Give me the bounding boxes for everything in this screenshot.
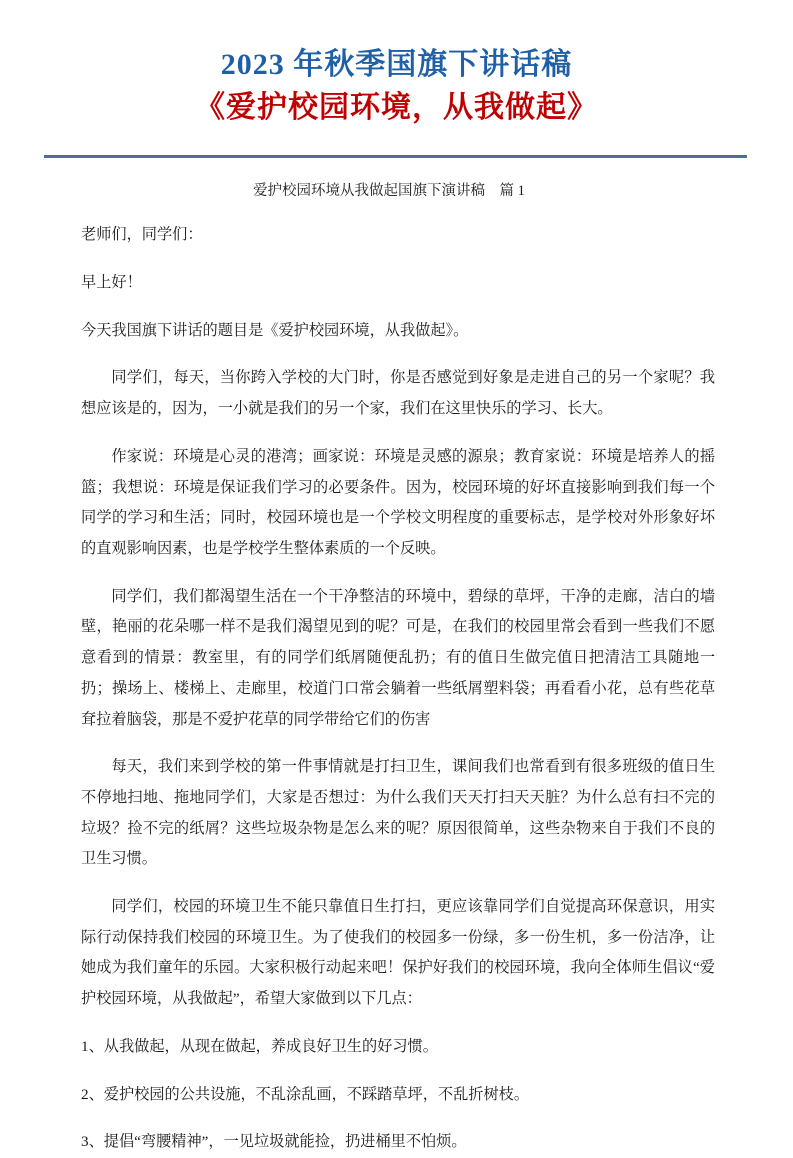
- horizontal-rule: [44, 155, 747, 158]
- list-item: 2、爱护校园的公共设施，不乱涂乱画，不踩踏草坪，不乱折树枝。: [81, 1085, 530, 1103]
- paragraph-greeting: 早上好！: [81, 274, 142, 292]
- document-title-block: [0, 0, 793, 129]
- page-title-line-2: 《爱护校园环境，从我做起》: [195, 90, 598, 124]
- list-item: 1、从我做起，从现在做起，养成良好卫生的好习惯。: [81, 1037, 438, 1055]
- list-item: 3、提倡“弯腰精神”，一见垃圾就能捡，扔进桶里不怕烦。: [81, 1133, 467, 1151]
- page-title-line-1: 2023 年秋季国旗下讲话稿: [220, 48, 573, 81]
- paragraph-call-to-action: 同学们，校园的环境卫生不能只靠值日生打扫，更应该靠同学们自觉提高环保意识，用实际行动保持我们校园的环境卫生。为了使我们的校园多一份绿，多一份生机，多一份洁净，让她成为我们童年的乐园。大家积极行动起来吧！保护好我们的校园环境，我向全体师生倡议“爱护校园环境，从我做起”，希望大家做到以下几点：: [81, 898, 715, 1008]
- document-subtitle: 爱护校园环境从我做起国旗下演讲稿 篇 1: [253, 183, 525, 200]
- paragraph-salutation: 老师们，同学们：: [81, 226, 203, 244]
- paragraph-daily-cleaning: 每天，我们来到学校的第一件事情就是打扫卫生，课间我们也常看到有很多班级的值日生不停地扫地、拖地同学们，大家是否想过：为什么我们天天打扫天天脏？为什么总有扫不完的垃圾？捡不完的纸屑？这些垃圾杂物是怎么来的呢？原因很简单，这些杂物来自于我们不良的卫生习惯。: [81, 758, 715, 868]
- paragraph-topic: 今天我国旗下讲话的题目是《爱护校园环境，从我做起》。: [81, 321, 469, 339]
- document-body: [0, 180, 793, 1158]
- paragraph-quotes-environment: 作家说：环境是心灵的港湾；画家说：环境是灵感的源泉；教育家说：环境是培养人的摇篮；我想说：环境是保证我们学习的必要条件。因为，校园环境的好坏直接影响到我们每一个同学的学习和生活；同时，校园环境也是一个学校文明程度的重要标志，是学校对外形象好坏的直观影响因素，也是学校学生整体素质的一个反映。: [81, 447, 715, 557]
- paragraph-another-home: 同学们，每天，当你跨入学校的大门时，你是否感觉到好象是走进自己的另一个家呢？我想应该是的，因为，一小就是我们的另一个家，我们在这里快乐的学习、长大。: [81, 369, 715, 418]
- paragraph-unpleasant-scenes: 同学们，我们都渴望生活在一个干净整洁的环境中，碧绿的草坪，干净的走廊，洁白的墙壁，艳丽的花朵哪一样不是我们渴望见到的呢？可是，在我们的校园里常会看到一些我们不愿意看到的情景：教室里，有的同学们纸屑随便乱扔；有的值日生做完值日把清洁工具随地一扔；操场上、楼梯上、走廊里，校道门口常会躺着一些纸屑塑料袋；再看看小花，总有些花草耷拉着脑袋，那是不爱护花草的同学带给它们的伤害: [81, 587, 715, 728]
- title-divider-wrap: [0, 155, 793, 158]
